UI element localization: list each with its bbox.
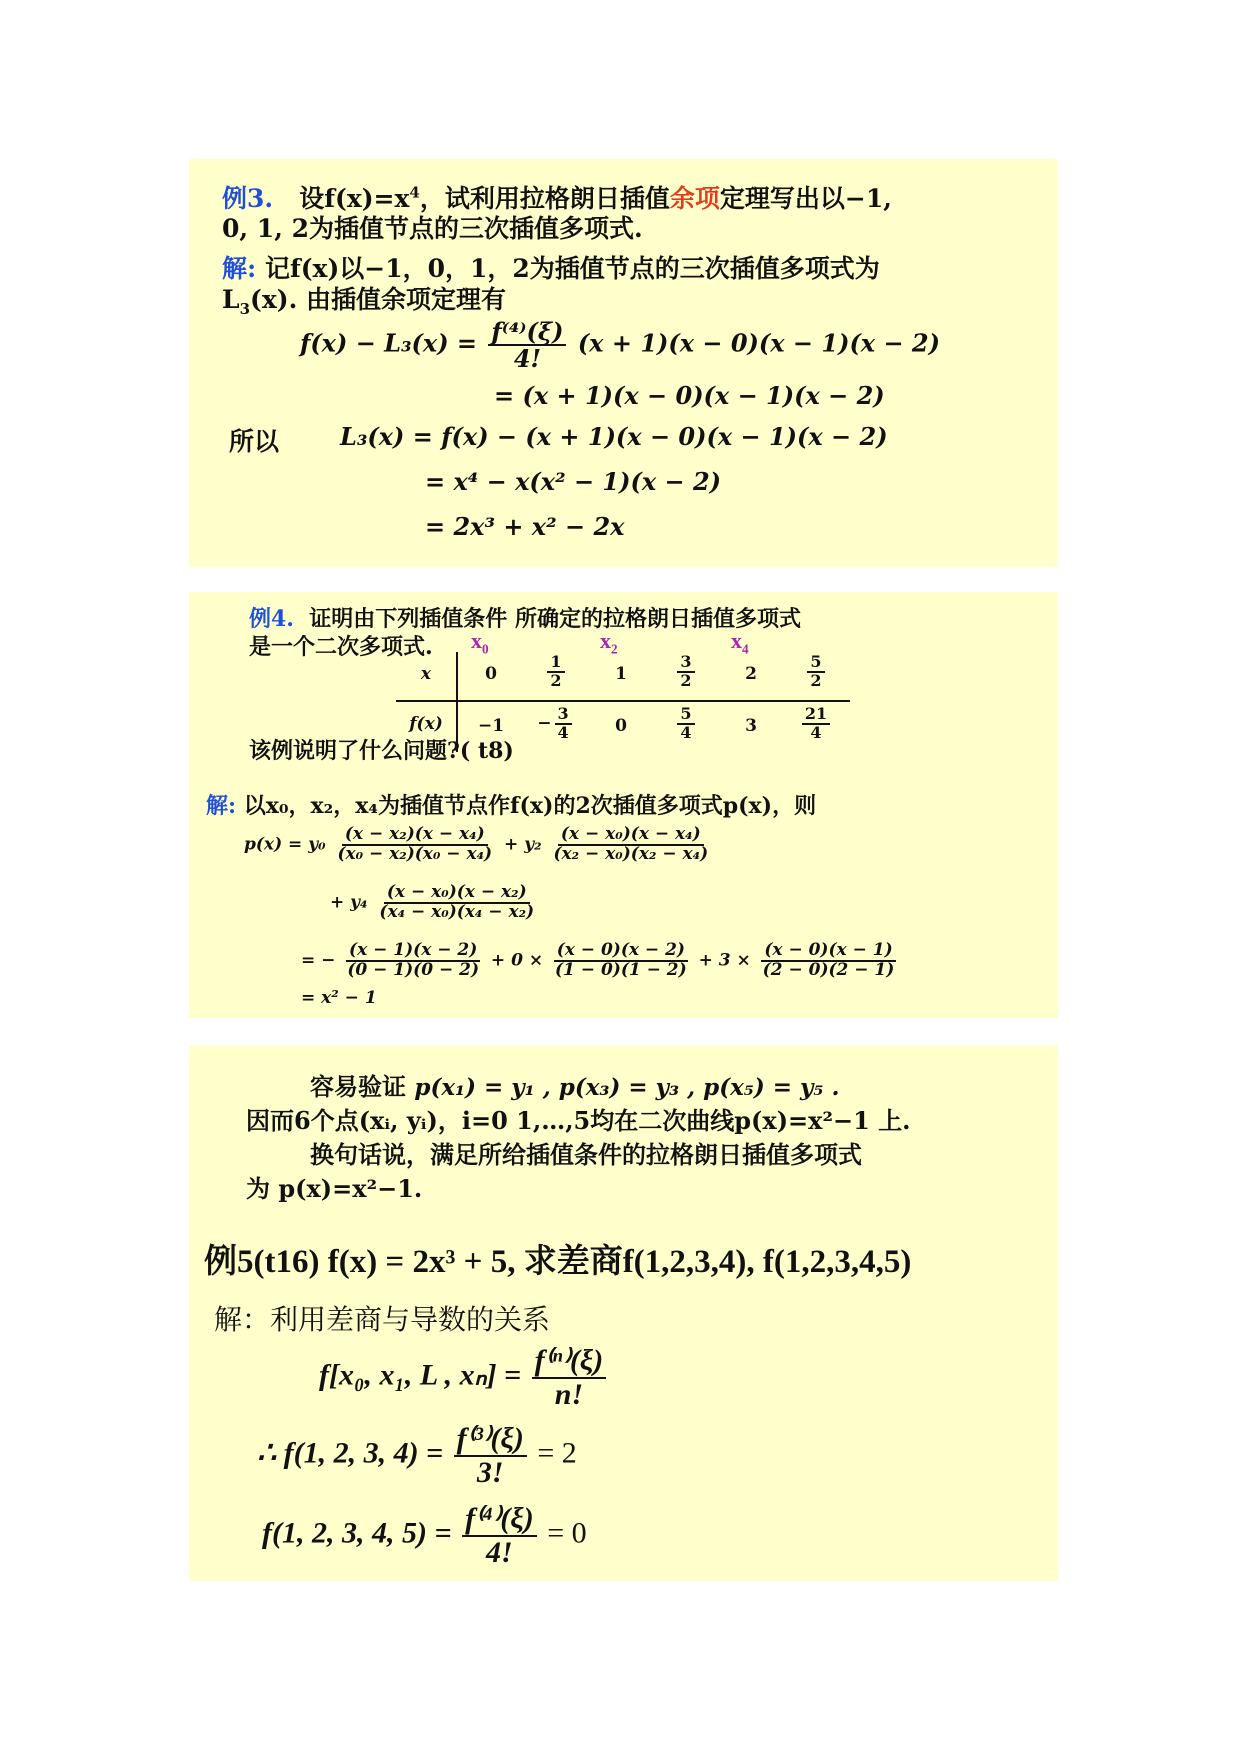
ex5-eq-f1234: ∴ f(1, 2, 3, 4) = $\frac{\text{f⁽³⁾(ξ)}}{3!}$ = 2 bbox=[257, 1422, 577, 1489]
ex4-p-formula-line1: p(x) = y₀ $\frac{\text{(x − x₂)(x − x₄)}}{\text{(x₀ − x₂)(x₀ − x₄)}}$ + y₂ $\frac{\text{(x − x₀)(x − x₄)}}{\text{(x₂ − x₀)(x₂ − x₄)}}$ bbox=[244, 824, 709, 864]
fx-cell: 0 bbox=[615, 716, 627, 736]
ex5-solution-intro: 解：利用差商与导数的关系 bbox=[214, 1303, 551, 1336]
ex4-node-x2: $x_2$ bbox=[600, 628, 618, 657]
ex3-solution-line2: $L_3(x)$. 由插值余项定理有 bbox=[222, 285, 506, 318]
x-cell: 0 bbox=[485, 664, 497, 684]
x-cell: $\frac{5}{2}$ bbox=[786, 654, 846, 690]
ex4-question: 该例说明了什么问题?( t8) bbox=[249, 738, 514, 764]
ex3-suoyi: 所以 bbox=[229, 427, 280, 456]
ex4-node-x4: $x_4$ bbox=[731, 628, 749, 657]
ex5-divided-difference-formula: f[x₀, x₁, L , xₙ] = $\frac{\text{f⁽ⁿ⁾(ξ)}}{n!}$ bbox=[319, 1345, 609, 1410]
ex3-solution-line1: 解: 记f(x)以−1，0，1，2为插值节点的三次插值多项式为 bbox=[222, 254, 880, 283]
ex4-statement-line1: 例4. 证明由下列插值条件 所确定的拉格朗日插值多项式 bbox=[249, 606, 801, 632]
ex5-line3: 换句话说，满足所给插值条件的拉格朗日插值多项式 bbox=[310, 1140, 862, 1169]
ex5-verify-line: 容易验证 p(x₁) = y₁ , p(x₃) = y₃ , p(x₅) = y₅ . bbox=[310, 1072, 840, 1101]
ex3-statement-line2: 0, 1, 2为插值节点的三次插值多项式. bbox=[222, 214, 643, 243]
ex4-result: = x² − 1 bbox=[301, 988, 377, 1008]
x-cell: 1 bbox=[615, 664, 627, 684]
ex3-equation-2: = (x + 1)(x − 0)(x − 1)(x − 2) bbox=[494, 381, 885, 410]
fx-cell: $\frac{5}{4}$ bbox=[656, 706, 716, 742]
table-x-header: x bbox=[420, 664, 432, 684]
ex5-eq-f12345: f(1, 2, 3, 4, 5) = $\frac{\text{f⁽⁴⁾(ξ)}}{4!}$ = 0 bbox=[262, 1502, 587, 1569]
table-fx-header: f(x) bbox=[409, 714, 443, 734]
x-cell: 2 bbox=[745, 664, 757, 684]
ex3-statement-line1: 例3. 设$f(x)=x^4$，试利用拉格朗日插值余项定理写出以−1, bbox=[222, 183, 892, 213]
ex4-p-formula-line2: + y₄ $\frac{\text{(x − x₀)(x − x₂)}}{\text{(x₄ − x₀)(x₄ − x₂)}}$ bbox=[330, 882, 535, 922]
fx-cell: − $\frac{3}{4}$ bbox=[526, 706, 586, 742]
ex3-equation-5: = 2x³ + x² − 2x bbox=[425, 512, 625, 541]
ex3-equation-4: = x⁴ − x(x² − 1)(x − 2) bbox=[425, 467, 722, 496]
ex4-solution-line: 解: 以x₀，x₂，x₄为插值节点作f(x)的2次插值多项式p(x)，则 bbox=[206, 793, 817, 819]
example-4-panel bbox=[189, 592, 1058, 1018]
ex4-statement-line2: 是一个二次多项式. bbox=[249, 634, 433, 660]
ex5-line2: 因而6个点(xᵢ, yᵢ)，i=0 1,…,5均在二次曲线p(x)=x²−1 上. bbox=[246, 1106, 911, 1135]
ex5-title: 例5(t16) f(x) = 2x³ + 5, 求差商f(1,2,3,4), f(1,2,3,4,5) bbox=[204, 1244, 912, 1280]
fx-cell: $\frac{21}{4}$ bbox=[786, 706, 846, 742]
ex4-node-x0: $x_0$ bbox=[471, 628, 489, 657]
table-hline bbox=[396, 700, 850, 702]
ex3-equation-3: L₃(x) = f(x) − (x + 1)(x − 0)(x − 1)(x − 2) bbox=[340, 422, 888, 451]
fx-cell: 3 bbox=[745, 716, 757, 736]
ex3-fraction: $\frac{\text{f⁽⁴⁾(ξ)}}{4!}$ bbox=[488, 319, 566, 371]
example-3-panel bbox=[189, 159, 1058, 567]
ex4-substitution-line: = − $\frac{(x - 1)(x - 2)}{(0 - 1)(0 - 2)}$ + 0 × $\frac{(x - 0)(x - 2)}{(1 - 0)(1 - 2)}$ + 3 × $\frac{(x - 0)(x - 1)}{(2 - 0)(2 - 1)}$ bbox=[301, 940, 895, 980]
fx-cell: −1 bbox=[477, 716, 505, 736]
x-cell: $\frac{1}{2}$ bbox=[526, 654, 586, 690]
x-cell: $\frac{3}{2}$ bbox=[656, 654, 716, 690]
ex3-equation-1: f(x) − L₃(x) = $\frac{\text{f⁽⁴⁾(ξ)}}{4!}$ (x + 1)(x − 0)(x − 1)(x − 2) bbox=[300, 317, 940, 374]
ex5-line4: 为 p(x)=x²−1. bbox=[246, 1174, 423, 1203]
example-5-panel bbox=[189, 1045, 1058, 1581]
